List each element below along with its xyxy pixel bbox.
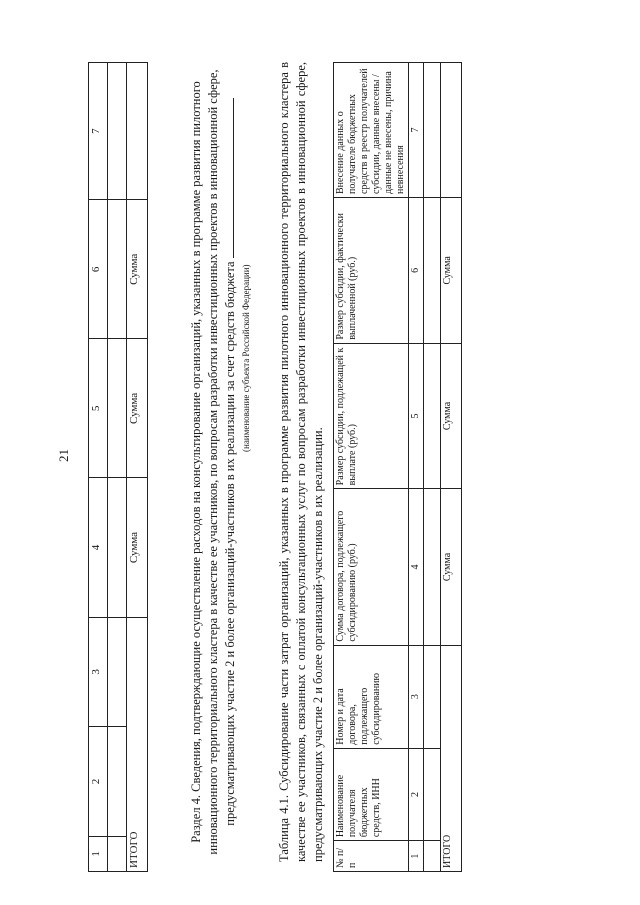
column-header: Номер и дата договора, подлежащего субсидированию xyxy=(334,645,409,748)
table-cell xyxy=(108,617,127,727)
table-cell xyxy=(108,727,127,837)
table-cell: 7 xyxy=(89,63,108,200)
table-cell: 6 xyxy=(89,200,108,339)
table-cell xyxy=(424,645,441,748)
table-row xyxy=(108,63,127,872)
table-cell: 2 xyxy=(89,727,108,837)
section-title: Раздел 4. Сведения, подтверждающие осуществление расходов на консультирование организаций, указанных в программе развития пилотного инновационного территориального кластера в качестве ее участников, по вопросам разработки инвестиционных проектов в инновационной сфере, предусматривающих участие 2 и более организаций-участников в их реализации за счет средств бюджета xyxy=(189,69,237,855)
table-cell xyxy=(108,63,127,200)
sum-cell: Сумма xyxy=(127,200,148,339)
table-cell: 5 xyxy=(409,343,424,489)
table-row xyxy=(424,63,441,872)
table-cell: 1 xyxy=(89,836,108,871)
column-header: № п/п xyxy=(334,841,409,872)
table-cell xyxy=(424,489,441,645)
table-row xyxy=(89,63,108,872)
region-blank-line xyxy=(233,98,234,258)
table-cell xyxy=(108,836,127,871)
region-caption: (наименование субъекта Российской Федерации) xyxy=(241,264,251,452)
table-cell xyxy=(127,63,148,200)
table-cell: 6 xyxy=(409,198,424,344)
total-label: ИТОГО xyxy=(441,645,462,871)
page-number: 21 xyxy=(56,449,71,462)
table-cell xyxy=(441,63,462,198)
sum-cell: Сумма xyxy=(127,339,148,478)
summary-table xyxy=(88,62,148,872)
table-cell: 2 xyxy=(409,748,424,840)
table-header-row xyxy=(334,63,409,872)
subsidy-table xyxy=(333,62,462,872)
table-cell xyxy=(424,841,441,872)
table-cell: 1 xyxy=(409,841,424,872)
table-row xyxy=(409,63,424,872)
sum-cell: Сумма xyxy=(441,489,462,645)
column-header: Сумма договора, подлежащего субсидированию (руб.) xyxy=(334,489,409,645)
table-cell xyxy=(108,200,127,339)
sum-cell: Сумма xyxy=(441,198,462,344)
table-cell xyxy=(424,748,441,840)
table-cell: 5 xyxy=(89,339,108,478)
table-cell xyxy=(424,63,441,198)
column-header: Наименование получателя бюджетных средств, ИНН xyxy=(334,748,409,840)
column-header: Внесение данных о получателе бюджетных средств в реестр получателей субсидии, данные внесены / данные не внесены, причина невнесения xyxy=(334,63,409,198)
table-cell: 4 xyxy=(89,478,108,617)
sum-cell: Сумма xyxy=(441,343,462,489)
table-cell xyxy=(108,478,127,617)
total-row xyxy=(127,63,148,872)
column-header: Размер субсидии, фактически выплаченной (руб.) xyxy=(334,198,409,344)
table-title: Таблица 4.1. Субсидирование части затрат организаций, указанных в программе развития пилотного инновационного территориального кластера в качестве ее участников, связанных с оплатой консультационных услуг по вопросам разработки инвестиционных проектов в инновационной сфере, предусматривающих участие 2 и более организаций-участников в их реализации. xyxy=(277,62,326,862)
total-label: ИТОГО xyxy=(127,617,148,871)
column-header: Размер субсидии, подлежащей к выплате (руб.) xyxy=(334,343,409,489)
table-cell xyxy=(424,198,441,344)
rotated-page-content xyxy=(88,0,608,872)
sum-cell: Сумма xyxy=(127,478,148,617)
total-row xyxy=(441,63,462,872)
table-cell xyxy=(108,339,127,478)
table-cell: 7 xyxy=(409,63,424,198)
table-cell xyxy=(424,343,441,489)
table-cell: 3 xyxy=(409,645,424,748)
table-cell: 4 xyxy=(409,489,424,645)
table-cell: 3 xyxy=(89,617,108,727)
